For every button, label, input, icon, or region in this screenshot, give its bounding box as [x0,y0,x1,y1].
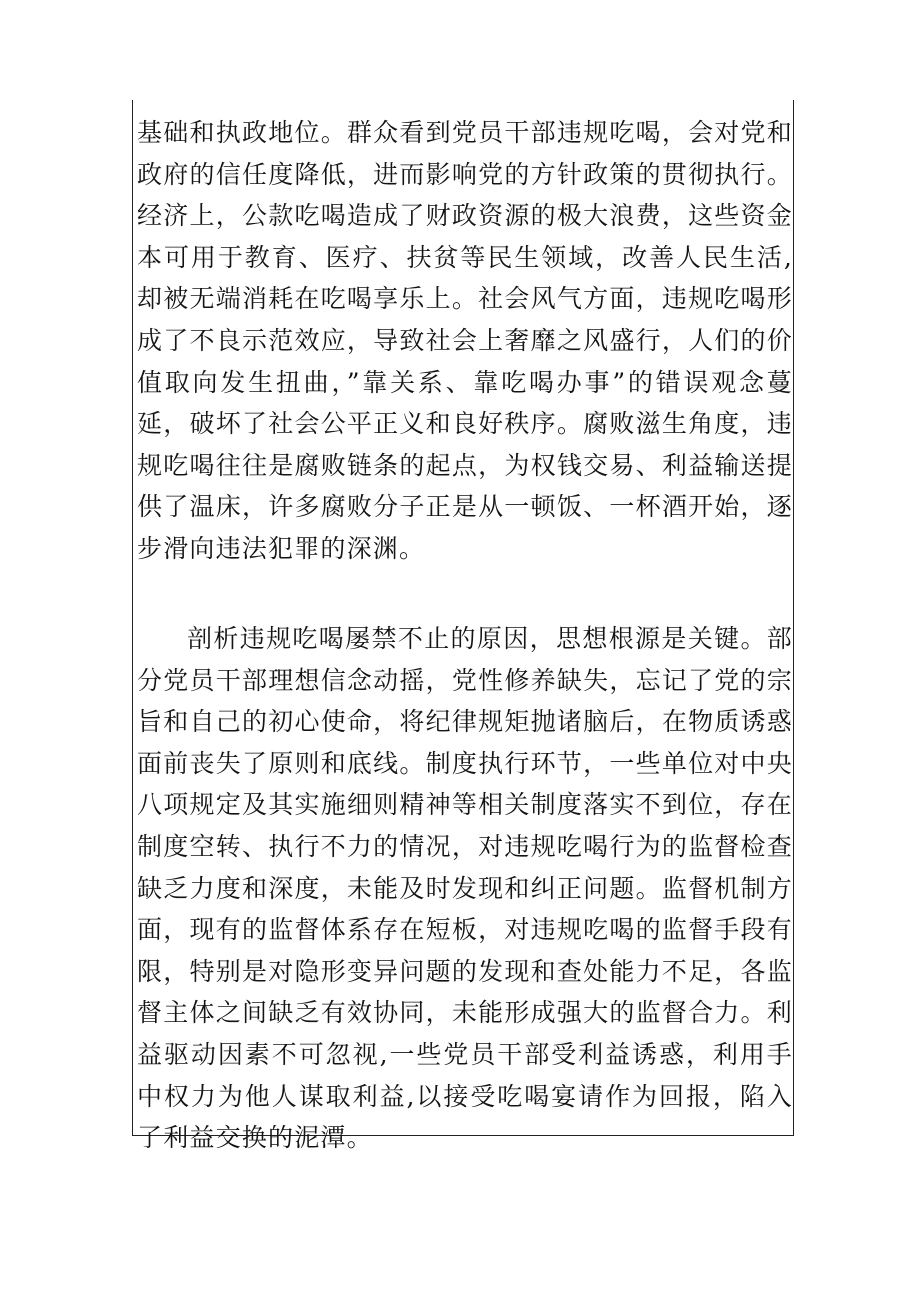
paragraph-impact: 基础和执政地位。群众看到党员干部违规吃喝，会对党和政府的信任度降低，进而影响党的方针政策的贯彻执行。经济上，公款吃喝造成了财政资源的极大浪费，这些资金本可用于教育、医疗、扶贫等民生领域，改善人民生活,却被无端消耗在吃喝享乐上。社会风气方面，违规吃喝形成了不良示范效应，导致社会上奢靡之风盛行，人们的价值取向发生扭曲，”靠关系、靠吃喝办事”的错误观念蔓延，破坏了社会公平正义和良好秩序。腐败滋生角度，违规吃喝往往是腐败链条的起点，为权钱交易、利益输送提供了温床，许多腐败分子正是从一顿饭、一杯酒开始，逐步滑向违法犯罪的深渊。 [137,118,793,563]
paragraph-causes: 剖析违规吃喝屡禁不止的原因，思想根源是关键。部分党员干部理想信念动摇，党性修养缺失，忘记了党的宗旨和自己的初心使命，将纪律规矩抛诸脑后，在物质诱惑面前丧失了原则和底线。制度执行环节，一些单位对中央八项规定及其实施细则精神等相关制度落实不到位，存在制度空转、执行不力的情况，对违规吃喝行为的监督检查缺乏力度和深度，未能及时发现和纠正问题。监督机制方面，现有的监督体系存在短板，对违规吃喝的监督手段有限，特别是对隐形变异问题的发现和查处能力不足，各监督主体之间缺乏有效协同，未能形成强大的监督合力。利益驱动因素不可忽视,一些党员干部受利益诱惑，利用手中权力为他人谋取利益,以接受吃喝宴请作为回报，陷入了利益交换的泥潭。 [137,624,793,1153]
